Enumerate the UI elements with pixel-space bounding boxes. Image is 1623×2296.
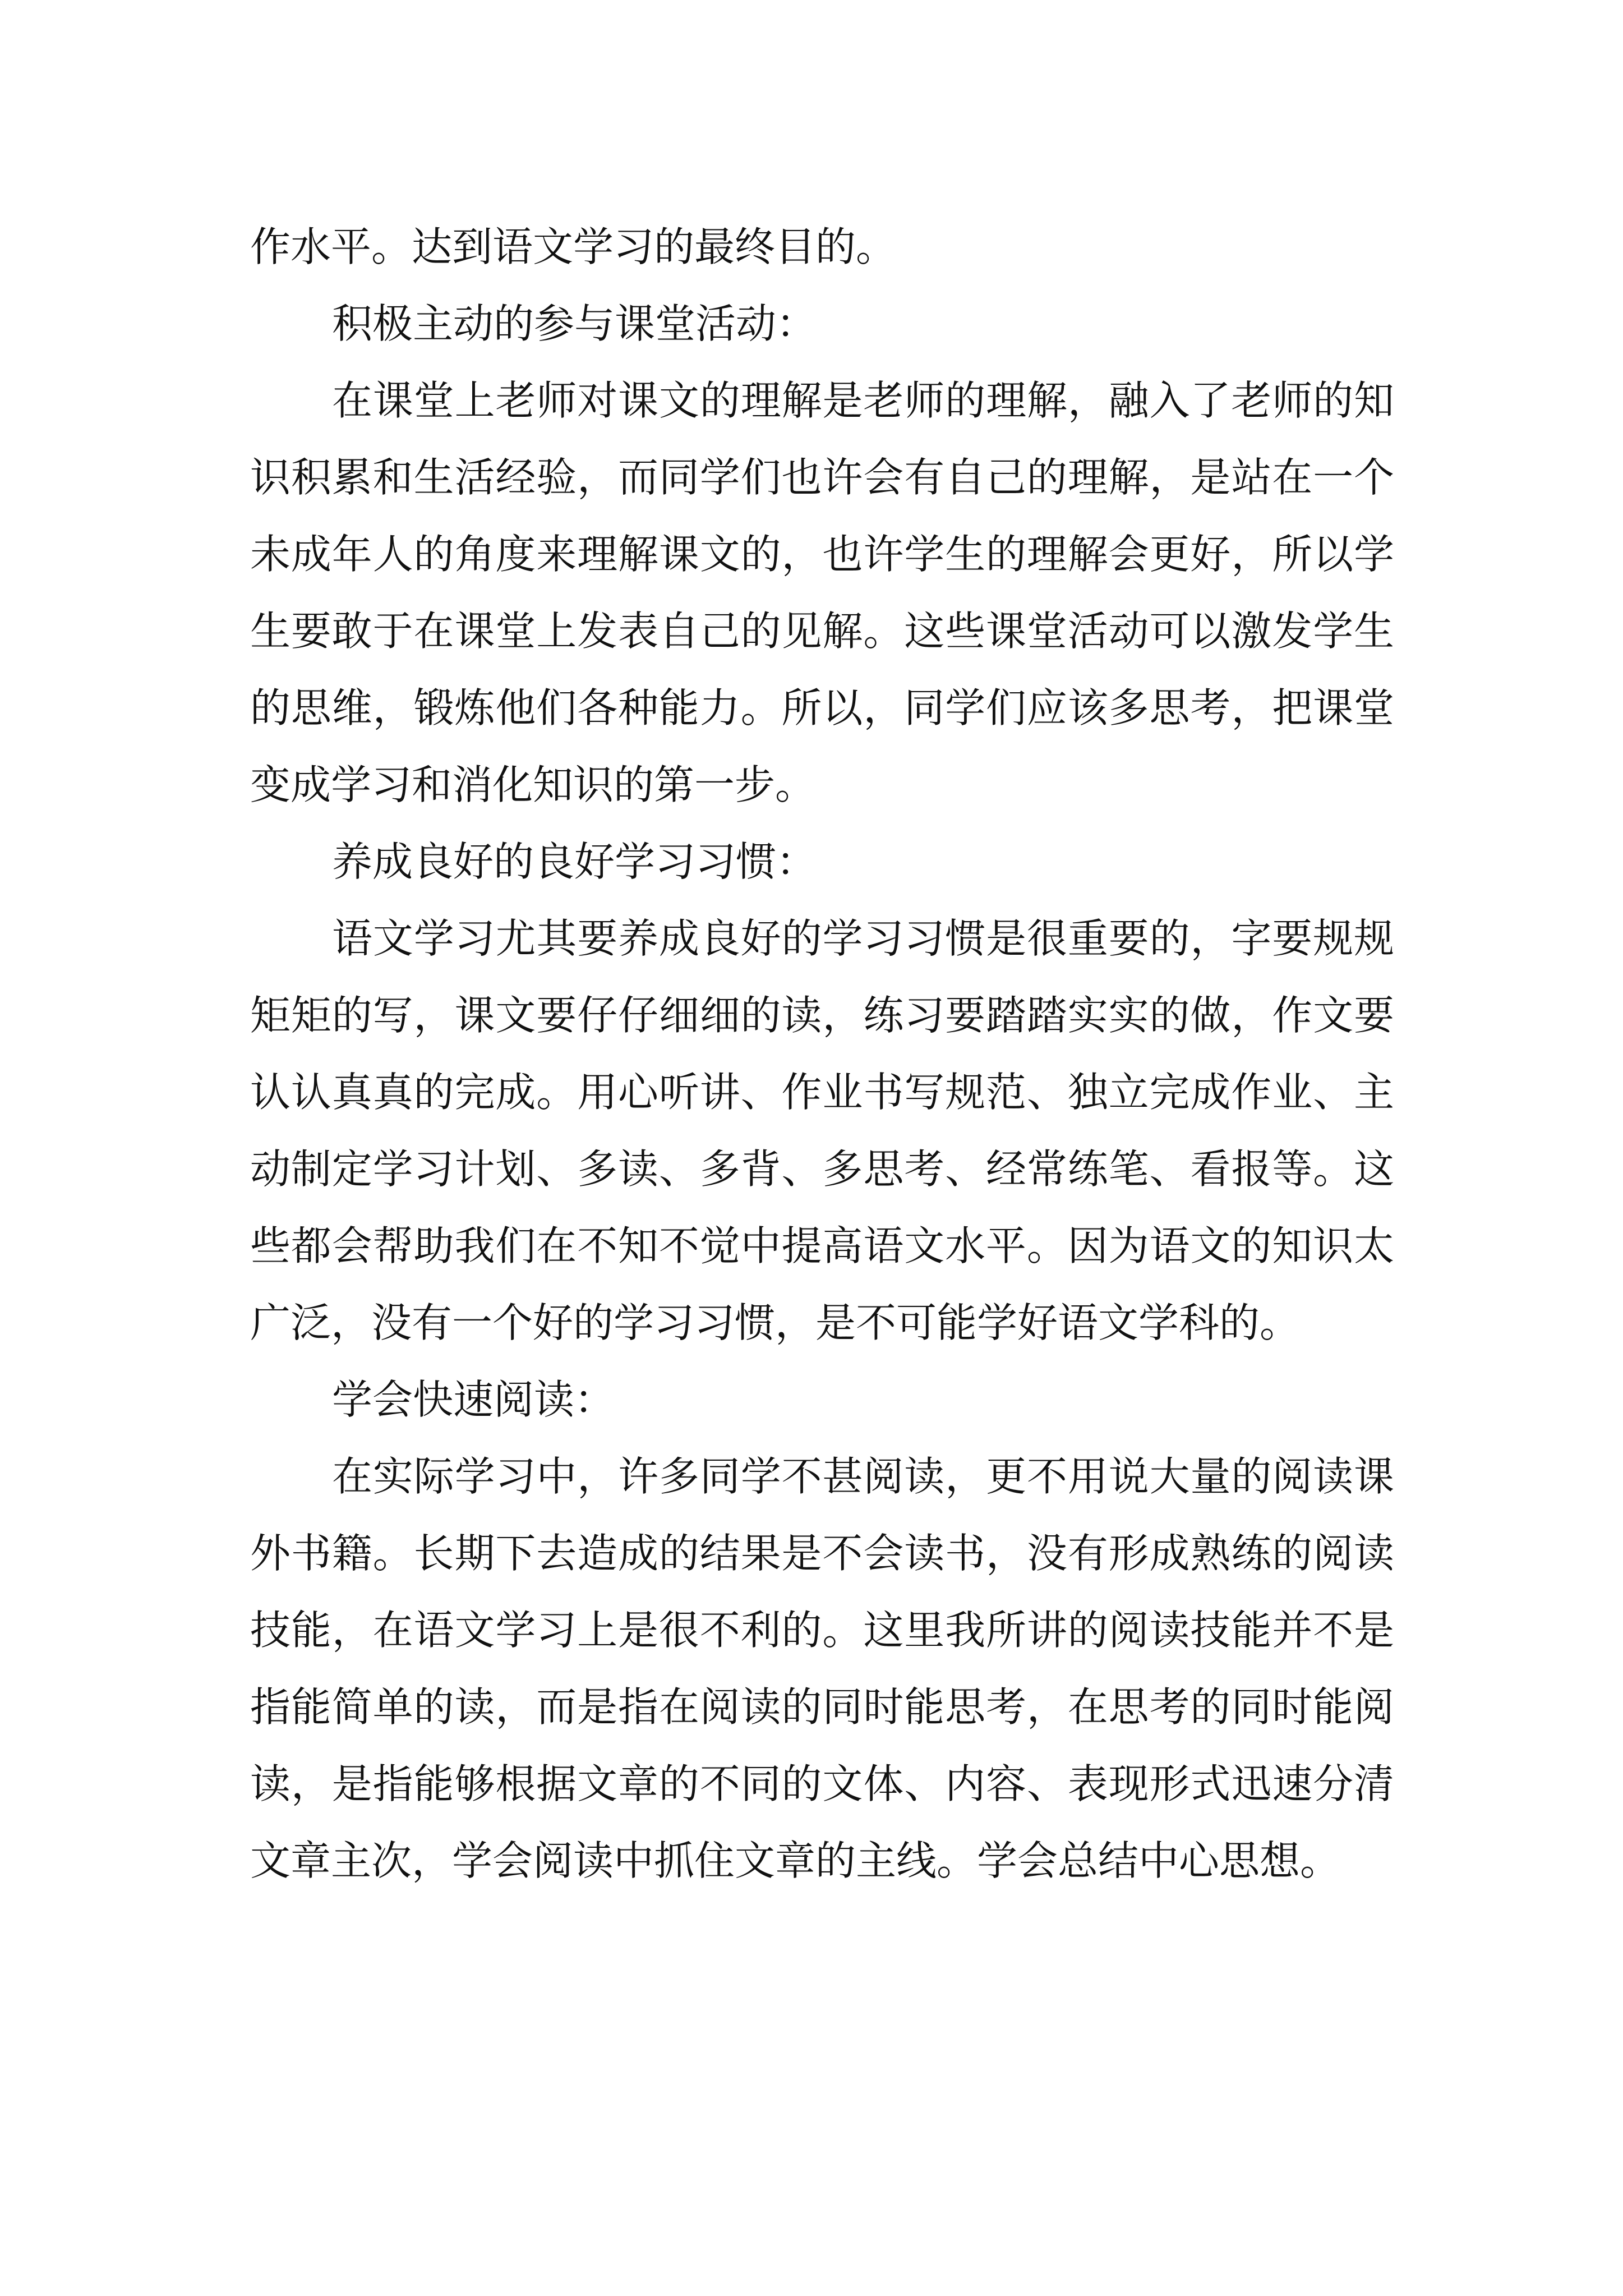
paragraph-classroom-participation: 在课堂上老师对课文的理解是老师的理解，融入了老师的知识积累和生活经验，而同学们也许会有自己的理解，是站在一个未成年人的角度来理解课文的，也许学生的理解会更好，所以学生要敢于在课堂上发表自己的见解。这些课堂活动可以激发学生的思维，锻炼他们各种能力。所以，同学们应该多思考，把课堂变成学习和消化知识的第一步。 bbox=[250, 377, 1394, 808]
section-heading-fast-reading: 学会快速阅读： bbox=[332, 1376, 615, 1423]
section-heading-study-habits: 养成良好的良好学习习惯： bbox=[332, 838, 817, 885]
paragraph-continuation: 作水平。达到语文学习的最终目的。 bbox=[250, 223, 897, 270]
section-heading-classroom-participation: 积极主动的参与课堂活动： bbox=[332, 300, 817, 347]
paragraph-study-habits: 语文学习尤其要养成良好的学习习惯是很重要的，字要规规矩矩的写，课文要仔仔细细的读，练习要踏踏实实的做，作文要认认真真的完成。用心听讲、作业书写规范、独立完成作业、主动制定学习计划、多读、多背、多思考、经常练笔、看报等。这些都会帮助我们在不知不觉中提高语文水平。因为语文的知识太广泛，没有一个好的学习习惯，是不可能学好语文学科的。 bbox=[250, 915, 1394, 1346]
document-body bbox=[250, 209, 1394, 1899]
paragraph-fast-reading: 在实际学习中，许多同学不甚阅读，更不用说大量的阅读课外书籍。长期下去造成的结果是不会读书，没有形成熟练的阅读技能，在语文学习上是很不利的。这里我所讲的阅读技能并不是指能简单的读，而是指在阅读的同时能思考，在思考的同时能阅读，是指能够根据文章的不同的文体、内容、表现形式迅速分清文章主次，学会阅读中抓住文章的主线。学会总结中心思想。 bbox=[250, 1453, 1394, 1884]
